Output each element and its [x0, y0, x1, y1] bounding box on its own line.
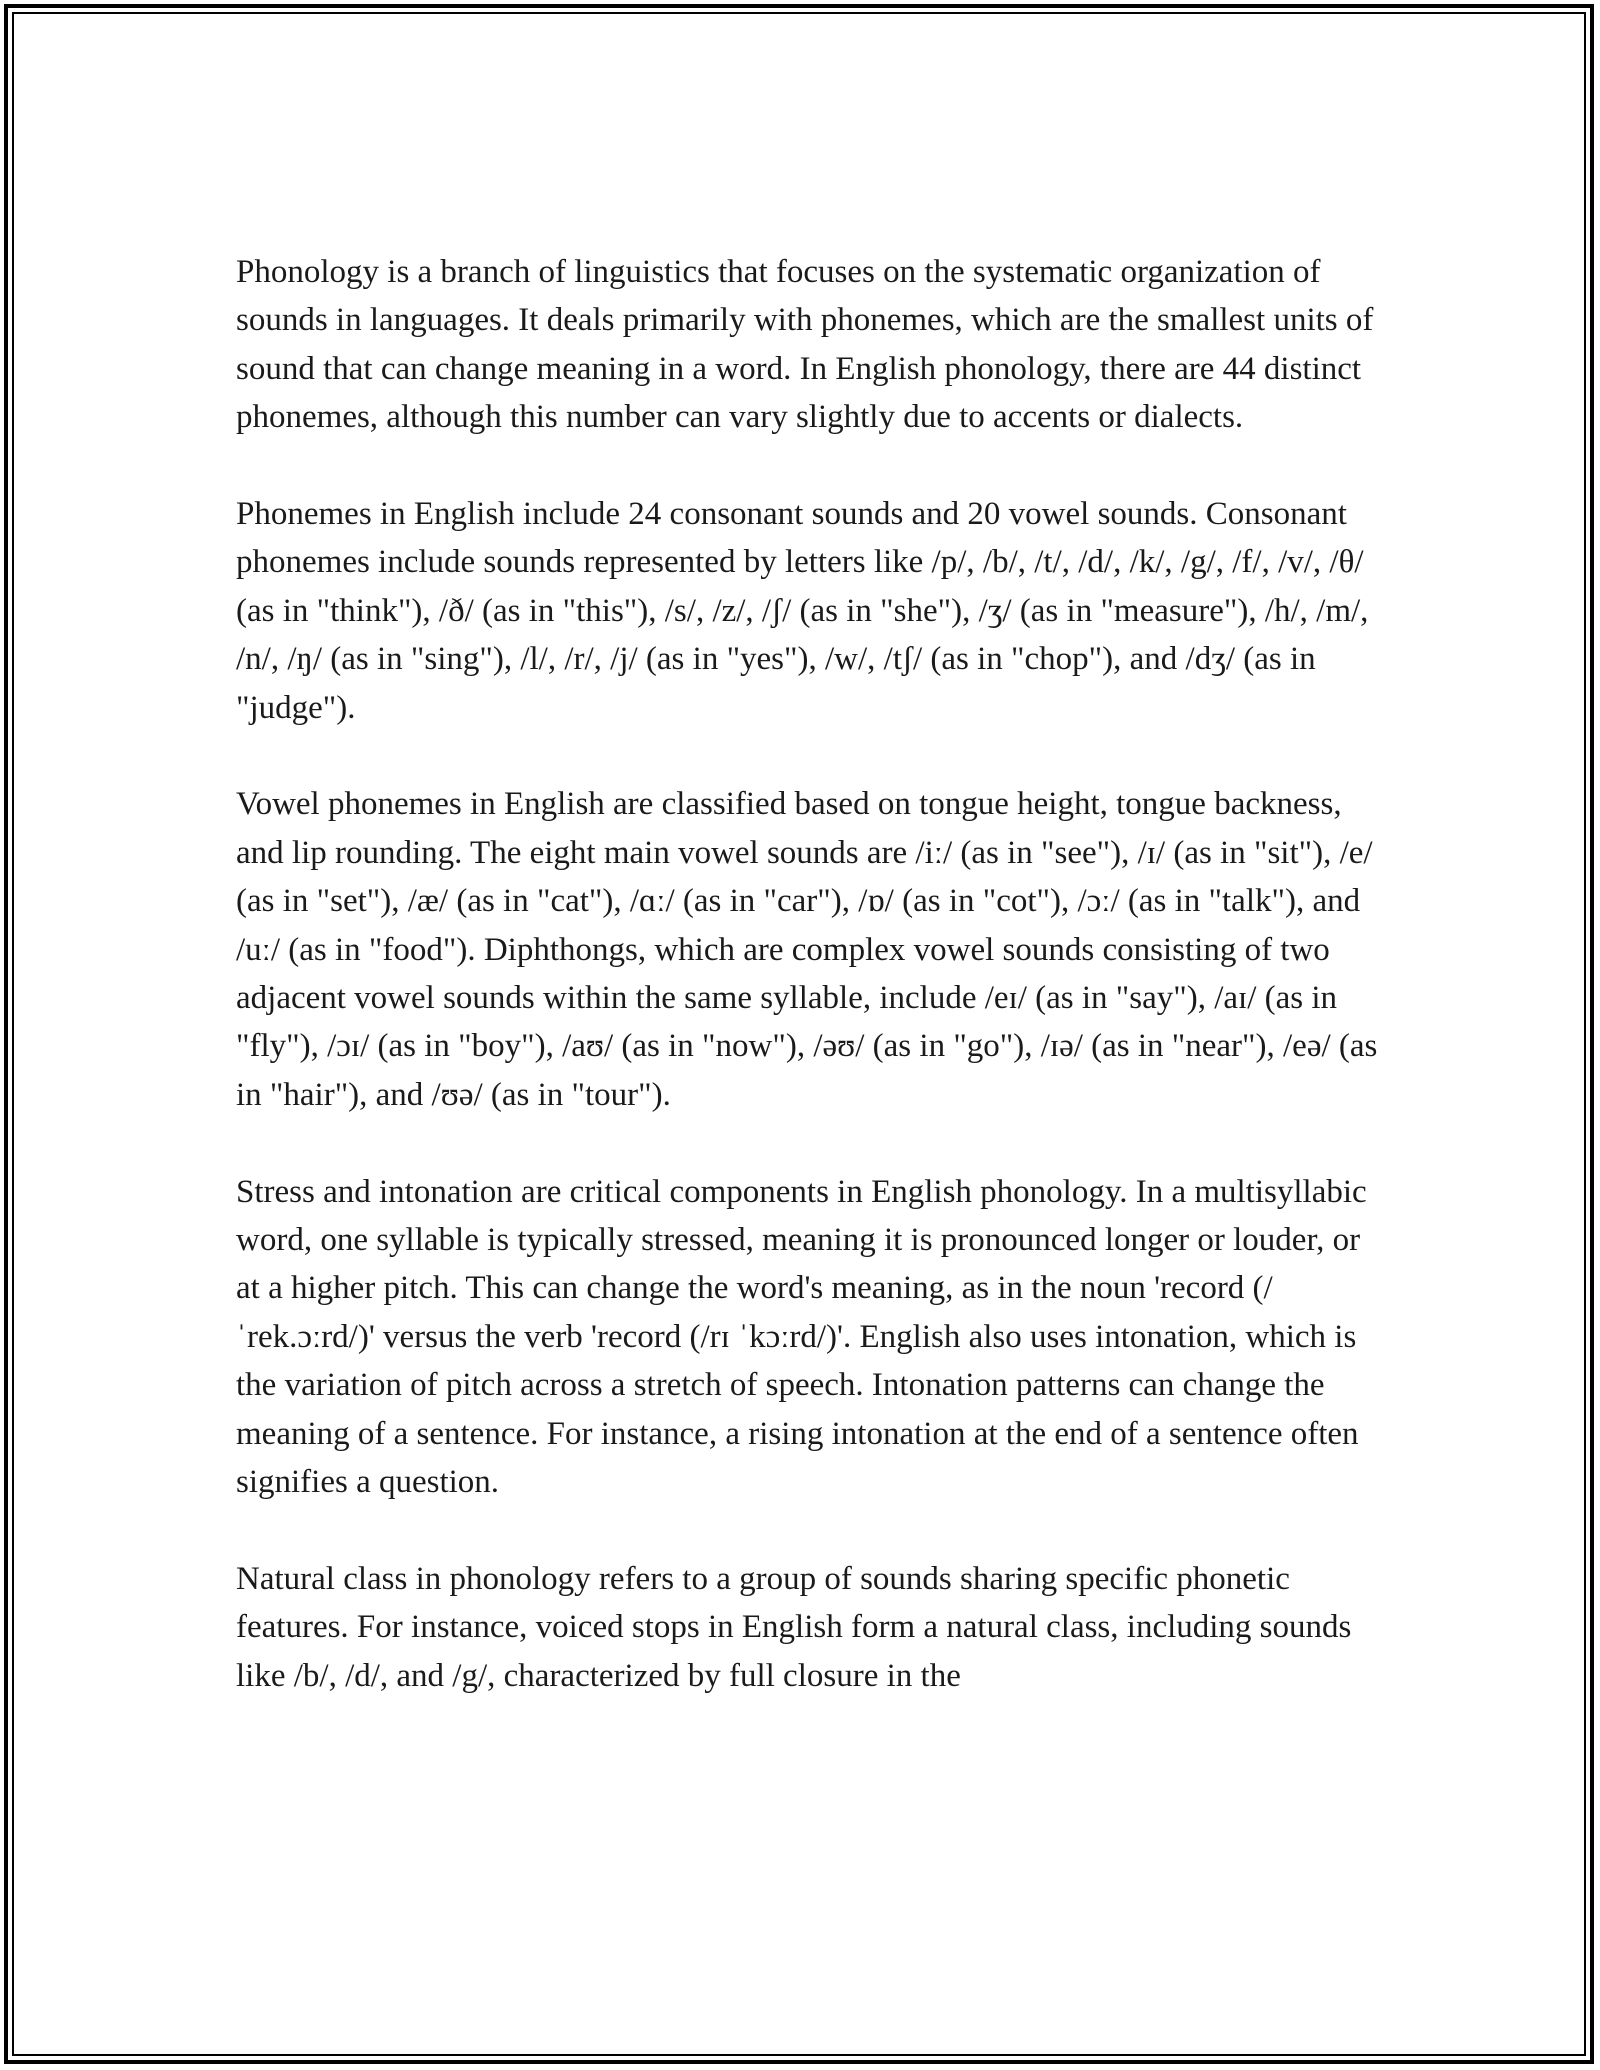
paragraph-vowels: Vowel phonemes in English are classified based on tongue height, tongue backness, and lip rounding. The eight main vowel sounds are /iː/ (as in "see"), /ɪ/ (as in "sit"), /e/ (as in "set"), /æ/ (as in "cat"), /ɑː/ (as in "car"), /ɒ/ (as in "cot"), /ɔː/ (as in "talk"), and /uː/ (as in "food"). Diphthongs, which are complex vowel sounds consisting of two adjacent vowel sounds within the same syllable, include /eɪ/ (as in "say"), /aɪ/ (as in "fly"), /ɔɪ/ (as in "boy"), /aʊ/ (as in "now"), /əʊ/ (as in "go"), /ɪə/ (as in "near"), /eə/ (as in "hair"), and /ʊə/ (as in "tour").	[236, 786, 1378, 1113]
document-body	[236, 248, 1386, 1749]
paragraph-stress-intonation: Stress and intonation are critical components in English phonology. In a multisyllabic word, one syllable is typically stressed, meaning it is pronounced longer or louder, or at a higher pitch. This can change the word's meaning, as in the noun 'record (/ˈrek.ɔːrd/)' versus the verb 'record (/rɪ ˈkɔːrd/)'. English also uses intonation, which is the variation of pitch across a stretch of speech. Intonation patterns can change the meaning of a sentence. For instance, a rising intonation at the end of a sentence often signifies a question.	[236, 1173, 1367, 1501]
paragraph-natural-class: Natural class in phonology refers to a group of sounds sharing specific phonetic features. For instance, voiced stops in English form a natural class, including sounds like /b/, /d/, and /g/, characterized by full closure in the	[236, 1560, 1352, 1694]
paragraph-phonology-intro: Phonology is a branch of linguistics that focuses on the systematic organization of sounds in languages. It deals primarily with phonemes, which are the smallest units of sound that can change meaning in a word. In English phonology, there are 44 distinct phonemes, although this number can vary slightly due to accents or dialects.	[236, 254, 1374, 436]
paragraph-consonants: Phonemes in English include 24 consonant sounds and 20 vowel sounds. Consonant phonemes include sounds represented by letters like /p/, /b/, /t/, /d/, /k/, /g/, /f/, /v/, /θ/ (as in "think"), /ð/ (as in "this"), /s/, /z/, /ʃ/ (as in "she"), /ʒ/ (as in "measure"), /h/, /m/, /n/, /ŋ/ (as in "sing"), /l/, /r/, /j/ (as in "yes"), /w/, /tʃ/ (as in "chop"), and /dʒ/ (as in "judge").	[236, 496, 1369, 726]
